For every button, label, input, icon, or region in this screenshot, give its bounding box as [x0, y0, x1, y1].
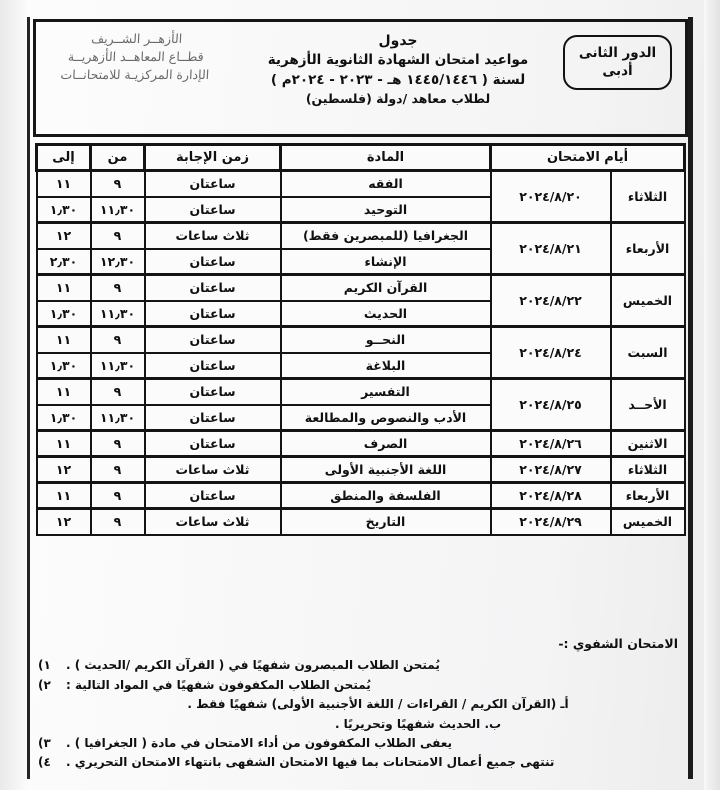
cell-subject: الحديث [281, 301, 491, 327]
table-row [37, 223, 685, 249]
cell-day: الأربعاء [611, 483, 685, 509]
cell-dur: ساعتان [145, 171, 281, 197]
cell-subject: الفلسفة والمنطق [281, 483, 491, 509]
note-subitem-a: أـ (القرآن الكريم / القراءات / اللغة الأجنبية الأولى) شفهيًا فقط . [187, 697, 569, 712]
cell-to: ٢٫٣٠ [37, 249, 91, 275]
cell-subject: الأدب والنصوص والمطالعة [281, 405, 491, 431]
note-text: تنتهى جميع أعمال الامتحانات بما فيها الامتحان الشفهى بانتهاء الامتحان التحريري . [66, 755, 555, 770]
cell-subject: الفقه [281, 171, 491, 197]
schedule-table [35, 143, 686, 536]
cell-subject: الإنشاء [281, 249, 491, 275]
cell-subject: التفسير [281, 379, 491, 405]
cell-to: ١٢ [37, 223, 91, 249]
cell-from: ٩ [91, 509, 145, 535]
table-header [37, 145, 685, 171]
cell-dur: ساعتان [145, 301, 281, 327]
table-body [37, 171, 685, 535]
cell-from: ٩ [91, 431, 145, 457]
notes-title: الامتحان الشفوي :- [558, 636, 678, 651]
cell-date: ٢٠٢٤/٨/٢٨ [491, 483, 611, 509]
round-badge-container [550, 22, 685, 90]
cell-to: ١٢ [37, 509, 91, 535]
cell-to: ١٢ [37, 457, 91, 483]
table-row [37, 327, 685, 353]
cell-from: ٩ [91, 457, 145, 483]
cell-to: ١١ [37, 483, 91, 509]
note-item [38, 734, 678, 753]
letterhead-line-1: الأزهــر الشــريف [90, 31, 183, 46]
cell-subject: البلاغة [281, 353, 491, 379]
column-header-from: من [91, 145, 145, 171]
letterhead [34, 22, 247, 84]
cell-subject: التاريخ [281, 509, 491, 535]
cell-to: ١١ [37, 275, 91, 301]
note-item [38, 676, 678, 695]
cell-from: ١٢٫٣٠ [91, 249, 145, 275]
column-header-to: إلى [37, 145, 91, 171]
cell-date: ٢٠٢٤/٨/٢٩ [491, 509, 611, 535]
cell-day: الثلاثاء [611, 171, 685, 223]
note-item [38, 753, 678, 772]
letterhead-line-3: الإدارة المركزيـة للامتحانــات [60, 67, 210, 83]
cell-subject: التوحيد [281, 197, 491, 223]
cell-from: ٩ [91, 171, 145, 197]
note-number: ٢) [38, 677, 51, 692]
cell-dur: ساعتان [145, 275, 281, 301]
cell-day: الاثنين [611, 431, 685, 457]
cell-to: ١٫٣٠ [37, 197, 91, 223]
cell-day: السبت [611, 327, 685, 379]
cell-to: ١١ [37, 379, 91, 405]
oral-exam-notes [38, 634, 678, 773]
cell-dur: ثلاث ساعات [145, 223, 281, 249]
table-row [37, 431, 685, 457]
title-subline-1: مواعيد امتحان الشهادة الثانوية الأزهرية [267, 52, 529, 69]
cell-from: ٩ [91, 483, 145, 509]
note-text: يُمتحن الطلاب المكفوفون شفهيًا في المواد التالية : [66, 677, 371, 692]
cell-dur: ساعتان [145, 405, 281, 431]
page-title: جدول [378, 33, 418, 49]
cell-from: ٩ [91, 223, 145, 249]
cell-from: ٩ [91, 327, 145, 353]
cell-subject: النحــو [281, 327, 491, 353]
cell-from: ١١٫٣٠ [91, 405, 145, 431]
page-right-shadow [704, 0, 720, 790]
cell-dur: ثلاث ساعات [145, 457, 281, 483]
cell-from: ٩ [91, 275, 145, 301]
cell-subject: القرآن الكريم [281, 275, 491, 301]
cell-dur: ساعتان [145, 249, 281, 275]
cell-subject: الصرف [281, 431, 491, 457]
table-row [37, 275, 685, 301]
note-number: ٤) [38, 755, 51, 770]
cell-date: ٢٠٢٤/٨/٢١ [491, 223, 611, 275]
page-left-shadow [0, 0, 28, 790]
cell-from: ٩ [91, 379, 145, 405]
letterhead-line-2: قطــاع المعاهــد الأزهريــة [67, 49, 205, 65]
cell-date: ٢٠٢٤/٨/٢٤ [491, 327, 611, 379]
cell-dur: ساعتان [145, 483, 281, 509]
round-badge-line-2: أدبى [602, 63, 633, 80]
table-row [37, 171, 685, 197]
round-badge-line-1: الدور الثانى [578, 45, 657, 61]
cell-to: ١١ [37, 327, 91, 353]
note-item [38, 656, 678, 675]
cell-dur: ثلاث ساعات [145, 509, 281, 535]
table-row [37, 483, 685, 509]
cell-to: ١٫٣٠ [37, 405, 91, 431]
cell-from: ١١٫٣٠ [91, 197, 145, 223]
table-row [37, 379, 685, 405]
column-header-days: أيام الامتحان [491, 145, 685, 171]
cell-day: الثلاثاء [611, 457, 685, 483]
cell-date: ٢٠٢٤/٨/٢٥ [491, 379, 611, 431]
note-number: ٣) [38, 736, 51, 750]
document-header [33, 19, 688, 137]
title-subline-2: لسنة ( ١٤٤٥/١٤٤٦ هـ - ٢٠٢٣ - ٢٠٢٤م ) [270, 71, 526, 88]
cell-to: ١٫٣٠ [37, 301, 91, 327]
cell-date: ٢٠٢٤/٨/٢٦ [491, 431, 611, 457]
note-subitem-b: ب. الحديث شفهيًا وتحريريًا . [334, 716, 502, 731]
cell-subject: اللغة الأجنبية الأولى [281, 457, 491, 483]
cell-to: ١١ [37, 171, 91, 197]
title-subline-3: لطلاب معاهد /دولة (فلسطين) [305, 91, 491, 107]
cell-date: ٢٠٢٤/٨/٢٧ [491, 457, 611, 483]
cell-day: الخميس [611, 275, 685, 327]
cell-day: الأربعاء [611, 223, 685, 275]
cell-date: ٢٠٢٤/٨/٢٢ [491, 275, 611, 327]
title-block [246, 22, 550, 109]
cell-from: ١١٫٣٠ [91, 353, 145, 379]
cell-from: ١١٫٣٠ [91, 301, 145, 327]
cell-to: ١٫٣٠ [37, 353, 91, 379]
note-text: يُمتحن الطلاب المبصرون شفهيًا في ( القرآن الكريم /الحديث ) . [66, 658, 440, 673]
cell-day: الأحــد [611, 379, 685, 431]
cell-date: ٢٠٢٤/٨/٢٠ [491, 171, 611, 223]
round-badge [563, 35, 672, 90]
cell-dur: ساعتان [145, 379, 281, 405]
note-text: يعفى الطلاب المكفوفون من أداء الامتحان في مادة ( الجغرافيا ) . [66, 736, 453, 750]
table-row [37, 457, 685, 483]
note-number: ١) [38, 658, 51, 673]
cell-dur: ساعتان [145, 353, 281, 379]
cell-to: ١١ [37, 431, 91, 457]
table-row [37, 509, 685, 535]
cell-dur: ساعتان [145, 197, 281, 223]
column-header-duration: زمن الإجابة [145, 145, 281, 171]
cell-subject: الجغرافيا (للمبصرين فقط) [281, 223, 491, 249]
header-row [37, 145, 685, 171]
schedule-table-container [38, 143, 686, 536]
cell-day: الخميس [611, 509, 685, 535]
cell-dur: ساعتان [145, 431, 281, 457]
cell-dur: ساعتان [145, 327, 281, 353]
column-header-subject: المادة [281, 145, 491, 171]
